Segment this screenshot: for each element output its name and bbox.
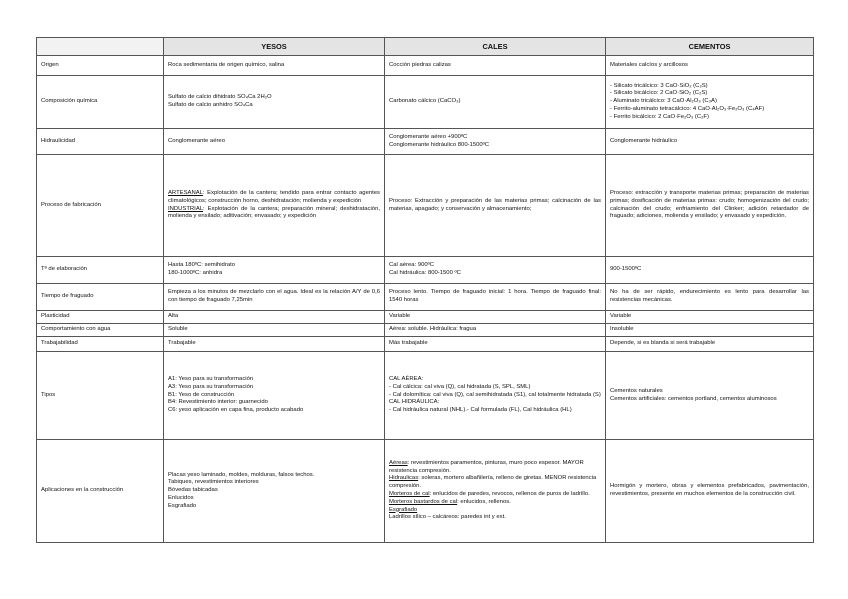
- row-label: Tipos: [37, 352, 164, 440]
- cell-cales: Carbonato cálcico (CaCO₃): [385, 76, 606, 129]
- cell-cales: Variable: [385, 311, 606, 324]
- row-temperatura: [37, 257, 814, 284]
- cell-yesos: Conglomerante aéreo: [164, 129, 385, 155]
- row-label: Aplicaciones en la construcción: [37, 440, 164, 543]
- cell-cales: Proceso lento. Tiempo de fraguado inicial: 1 hora. Tiempo de fraguado final: 1540 horas: [385, 284, 606, 311]
- cell-cales: [385, 440, 606, 543]
- header-cementos: CEMENTOS: [606, 38, 814, 56]
- cell-cales: Aérea: soluble. Hidráulica: fragua: [385, 324, 606, 337]
- cell-line: A1: Yeso para su transformación: [168, 376, 254, 383]
- cell-cales: Proceso: Extracción y preparación de las materias primas; calcinación de las materias, apagado; y conservación y almacenamiento;: [385, 155, 606, 257]
- cell-cales: [385, 352, 606, 440]
- cell-line: CAL AÉREA:: [389, 376, 424, 383]
- cell-line: B1: Yeso de construcción: [168, 391, 235, 398]
- row-label: Origen: [37, 56, 164, 76]
- cell-line: Hasta 180ºC: semihidrato: [168, 262, 235, 269]
- cell-line: Conglomerante aéreo +900ºC: [389, 133, 468, 140]
- cell-line: Tabiques, revestimientos interiores: [168, 479, 259, 486]
- industrial-heading: INDUSTRIAL: [168, 205, 204, 212]
- cell-yesos: [164, 352, 385, 440]
- header-cales: CALES: [385, 38, 606, 56]
- cell-cales: [385, 129, 606, 155]
- cell-yesos: Alta: [164, 311, 385, 324]
- cell-line: Enlucidos: [168, 494, 194, 501]
- cell-line: Cementos naturales: [610, 387, 663, 394]
- row-label: Tiempo de fraguado: [37, 284, 164, 311]
- cell-yesos: Soluble: [164, 324, 385, 337]
- header-row: [37, 38, 814, 56]
- cell-line: B4: Revestimiento interior: guarnecido: [168, 399, 268, 406]
- cell-yesos: [164, 76, 385, 129]
- row-composicion: [37, 76, 814, 129]
- cell-line: Bóvedas tabicadas: [168, 487, 218, 494]
- row-label: Composición química: [37, 76, 164, 129]
- row-label: Proceso de fabricación: [37, 155, 164, 257]
- row-aplicaciones: [37, 440, 814, 543]
- row-label: Hidraulicidad: [37, 129, 164, 155]
- esgrafiado-heading: Esgrafiado: [389, 506, 418, 513]
- cell-line: Sulfato de calcio anhidro SO₄Ca: [168, 102, 253, 108]
- cell-line: A3: Yeso para su transformación: [168, 383, 254, 390]
- cell-cementos: Proceso: extracción y transporte materias primas; preparación de materias primas; dosificación de materias primas: crudo; homogenización del crudo; calcinación del crudo; enfriamiento del Clinker; adición retardador de fraguado; adiciones, molienda y ensilado; y envasado y expedición.: [606, 155, 814, 257]
- row-label: Comportamiento con agua: [37, 324, 164, 337]
- comparison-table: [36, 37, 814, 543]
- ladrillos-text: Ladrillos sílico – calcáreos: paredes int y ext.: [389, 514, 506, 521]
- row-proceso: [37, 155, 814, 257]
- cell-line: Cal aérea: 900ºC: [389, 262, 435, 269]
- cell-cementos: No ha de ser rápido, endurecimiento es lento para desarrollar las resistencias mecánicas.: [606, 284, 814, 311]
- cell-cementos: Variable: [606, 311, 814, 324]
- cell-cementos: [606, 76, 814, 129]
- morteros-bastardos-text: : enlucidos, rellenos.: [457, 498, 511, 505]
- cell-cementos: Insoluble: [606, 324, 814, 337]
- row-fraguado: [37, 284, 814, 311]
- row-tipos: [37, 352, 814, 440]
- cell-yesos: Empieza a los minutos de mezclarlo con el agua. Ideal es la relación A/Y de 0,6 con tiempo de fraguado 7,25min: [164, 284, 385, 311]
- aereas-heading: Aéreas: [389, 459, 408, 466]
- cell-line: - Silicato tricálcico: 3 CaO·SiO₂ (C₃S): [610, 82, 708, 89]
- morteros-bastardos-heading: Morteros bastardos de cal: [389, 498, 458, 505]
- cell-line: - Cal dolomítica: cal viva (Q), cal semihidratada (S1), cal totalmente hidratada (S): [389, 391, 601, 398]
- cell-line: - Silicato bicálcico: 2 CaO·SiO₂ (C₂S): [610, 90, 708, 97]
- cell-line: Esgrafiado: [168, 502, 197, 509]
- cell-yesos: Trabajable: [164, 337, 385, 352]
- cell-cales: Cocción piedras calizas: [385, 56, 606, 76]
- cell-cementos: Materiales calcíos y arcillosos: [606, 56, 814, 76]
- morteros-cal-text: : enlucidos de paredes, revocos, rellenos de puros de ladrillo.: [429, 491, 590, 497]
- cell-cementos: Depende, si es blanda si será trabajable: [606, 337, 814, 352]
- cell-cementos: Conglomerante hidráulico: [606, 129, 814, 155]
- aereas-text: : revestimientos paramentos, pinturas, muro poco espesor. MAYOR resistencia compresión.: [389, 459, 584, 474]
- cell-line: CAL HIDRÁULICA:: [389, 399, 440, 406]
- header-yesos: YESOS: [164, 38, 385, 56]
- cell-yesos: [164, 257, 385, 284]
- cell-line: Sulfato de calcio dihidrato SO₄Ca 2H₂O: [168, 94, 272, 101]
- cell-line: Placas yeso laminado, moldes, molduras, falsos techos.: [168, 471, 315, 478]
- cell-cementos: 900-1500ºC: [606, 257, 814, 284]
- cell-line: 180-1000ºC: anhidra: [168, 270, 223, 276]
- cell-cementos: Hormigón y mortero, obras y elementos prefabricados, pavimentación, revestimientos, presente en muchos elementos de la construcción civil.: [606, 440, 814, 543]
- cell-cales: [385, 257, 606, 284]
- hidraulicas-heading: Hidraulicas: [389, 475, 419, 482]
- cell-line: - Ferrito bicálcico: 2 CaO·Fe₂O₃ (C₂F): [610, 113, 709, 120]
- cell-line: Cementos artificiales: cementos portland, cementos aluminosos: [610, 395, 777, 402]
- header-blank: [37, 38, 164, 56]
- cell-yesos: Roca sedimentaria de origen químico, salina: [164, 56, 385, 76]
- industrial-text: : Explotación de la cantera; preparación mineral; deshidratación, molienda y ensilado; aditivación; envasado; y expedición: [168, 205, 380, 220]
- cell-cementos: [606, 352, 814, 440]
- morteros-cal-heading: Morteros de cal: [389, 491, 430, 497]
- cell-line: - Cal hidráulica natural (NHL).- Cal formulada (FL), Cal hidráulica (HL): [389, 407, 572, 414]
- row-agua: [37, 324, 814, 337]
- row-plasticidad: [37, 311, 814, 324]
- hidraulicas-text: : soleras, mortero albañilería, relleno de giretas. MENOR resistencia compresión.: [389, 475, 597, 490]
- row-label: Tª de elaboración: [37, 257, 164, 284]
- cell-yesos: [164, 155, 385, 257]
- cell-line: Conglomerante hidráulico 800-1500ºC: [389, 141, 490, 148]
- cell-yesos: [164, 440, 385, 543]
- cell-line: C6: yeso aplicación en capa fina, producto acabado: [168, 407, 304, 414]
- row-label: Trabajabilidad: [37, 337, 164, 352]
- cell-line: - Aluminato tricálcico: 3 CaO·Al₂O₃ (C₃A): [610, 98, 717, 105]
- artesanal-heading: ARTESANAL: [168, 189, 203, 196]
- artesanal-text: : Explotación de la cantera; tendido para entrar contacto agentes climatológicos; construcción horno, deshidratación; molienda y expedición: [168, 189, 380, 204]
- row-trabajabilidad: [37, 337, 814, 352]
- row-origen: [37, 56, 814, 76]
- cell-line: Cal hidráulica: 800-1500 ºC: [389, 270, 461, 276]
- row-hidraulicidad: [37, 129, 814, 155]
- cell-line: - Cal cálcica: cal viva (Q), cal hidratada (S, SPL, SML): [389, 383, 531, 390]
- cell-line: - Ferrito-aluminato tetracálcico: 4 CaO·Al₂O₃·Fe₂O₃ (C₄AF): [610, 105, 765, 112]
- row-label: Plasticidad: [37, 311, 164, 324]
- cell-cales: Más trabajable: [385, 337, 606, 352]
